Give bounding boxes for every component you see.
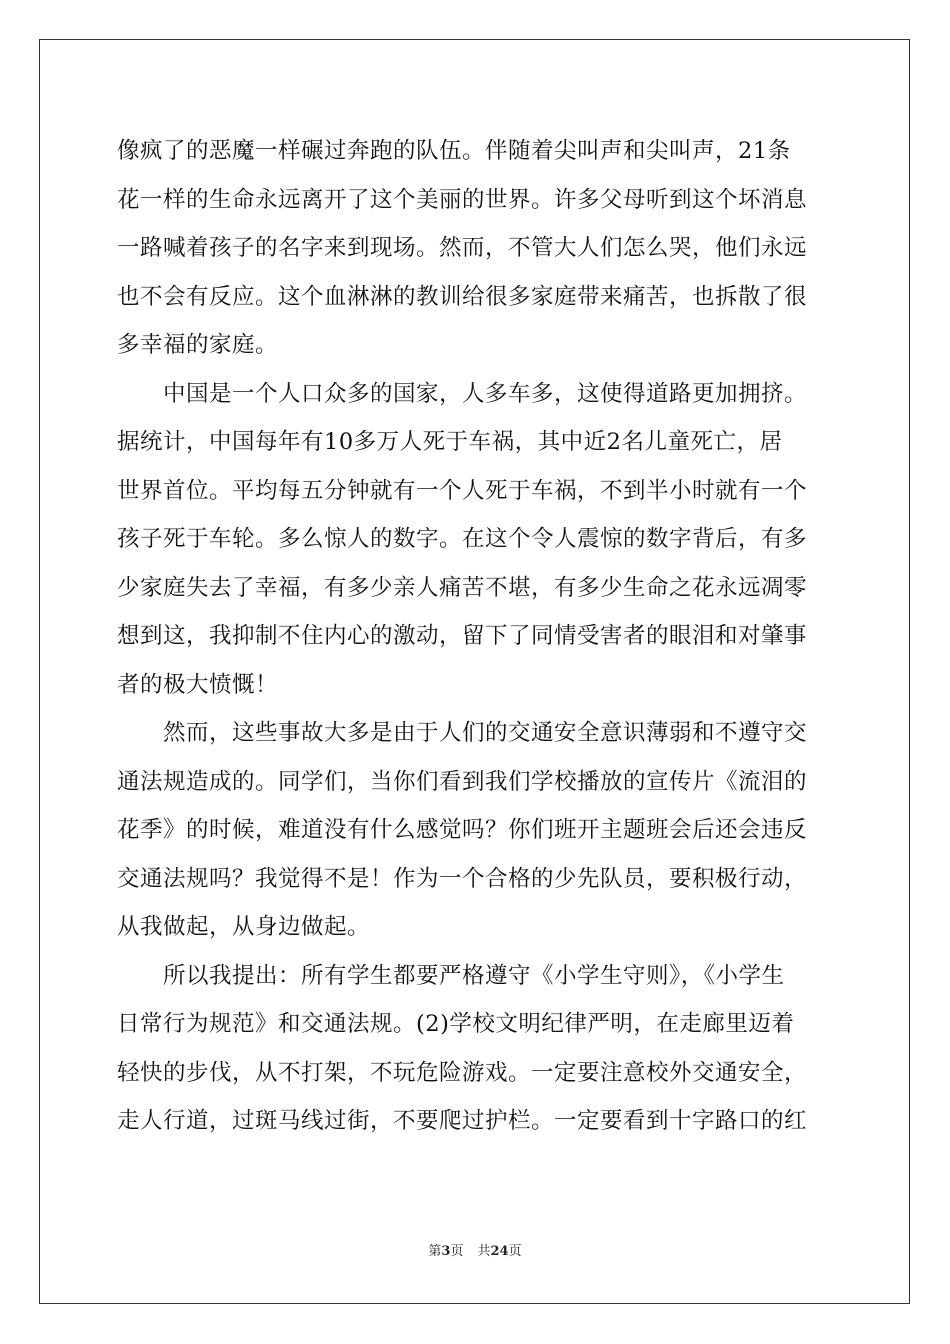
- text-line: 花一样的生命永远离开了这个美丽的世界。许多父母听到这个坏消息: [117, 186, 808, 213]
- total-prefix: 共: [477, 1244, 491, 1259]
- page-prefix: 第: [428, 1244, 442, 1259]
- text-line: 据统计，中国每年有10多万人死于车祸，其中近2名儿童死亡，居: [117, 429, 783, 455]
- text-line: 从我做起，从身边做起。: [117, 914, 371, 940]
- text-line: 世界首位。平均每五分钟就有一个人死于车祸，不到半小时就有一个: [117, 477, 808, 504]
- document-body: [117, 127, 832, 1146]
- text-line: 通法规造成的。同学们，当你们看到我们学校播放的宣传片《流泪的: [117, 768, 808, 795]
- page-footer: [0, 1243, 950, 1261]
- text-line: 像疯了的恶魔一样碾过奔跑的队伍。伴随着尖叫声和尖叫声，21条: [117, 138, 791, 164]
- page-suffix: 页: [450, 1244, 464, 1259]
- text-line: 走人行道，过斑马线过街，不要爬过护栏。一定要看到十字路口的红: [117, 1108, 808, 1134]
- text-line: 少家庭失去了幸福，有多少亲人痛苦不堪，有多少生命之花永远凋零: [117, 574, 808, 601]
- total-pages: 24: [490, 1244, 509, 1259]
- text-line: 者的极大愤慨！: [117, 671, 279, 698]
- text-line: 中国是一个人口众多的国家，人多车多，这使得道路更加拥挤。: [117, 380, 808, 407]
- total-suffix: 页: [508, 1244, 522, 1259]
- text-line: 一路喊着孩子的名字来到现场。然而，不管大人们怎么哭，他们永远: [117, 235, 808, 261]
- text-line: 所以我提出：所有学生都要严格遵守《小学生守则》，《小学生: [117, 962, 785, 989]
- text-line: 轻快的步伐，从不打架，不玩危险游戏。一定要注意校外交通安全，: [117, 1059, 808, 1086]
- page-number: 3: [441, 1244, 451, 1259]
- text-line: 也不会有反应。这个血淋淋的教训给很多家庭带来痛苦，也拆散了很: [117, 283, 808, 310]
- text-line: 多幸福的家庭。: [117, 332, 279, 358]
- text-line: 然而，这些事故大多是由于人们的交通安全意识薄弱和不遵守交: [117, 720, 808, 746]
- text-line: 花季》的时候，难道没有什么感觉吗？你们班开主题班会后还会违反: [117, 817, 808, 843]
- text-line: 日常行为规范》和交通法规。(2)学校文明纪律严明，在走廊里迈着: [117, 1011, 795, 1037]
- text-line: 孩子死于车轮。多么惊人的数字。在这个令人震惊的数字背后，有多: [117, 526, 808, 552]
- text-line: 想到这，我抑制不住内心的激动，留下了同情受害者的眼泪和对肇事: [117, 623, 808, 649]
- text-line: 交通法规吗？我觉得不是！作为一个合格的少先队员，要积极行动，: [117, 865, 808, 892]
